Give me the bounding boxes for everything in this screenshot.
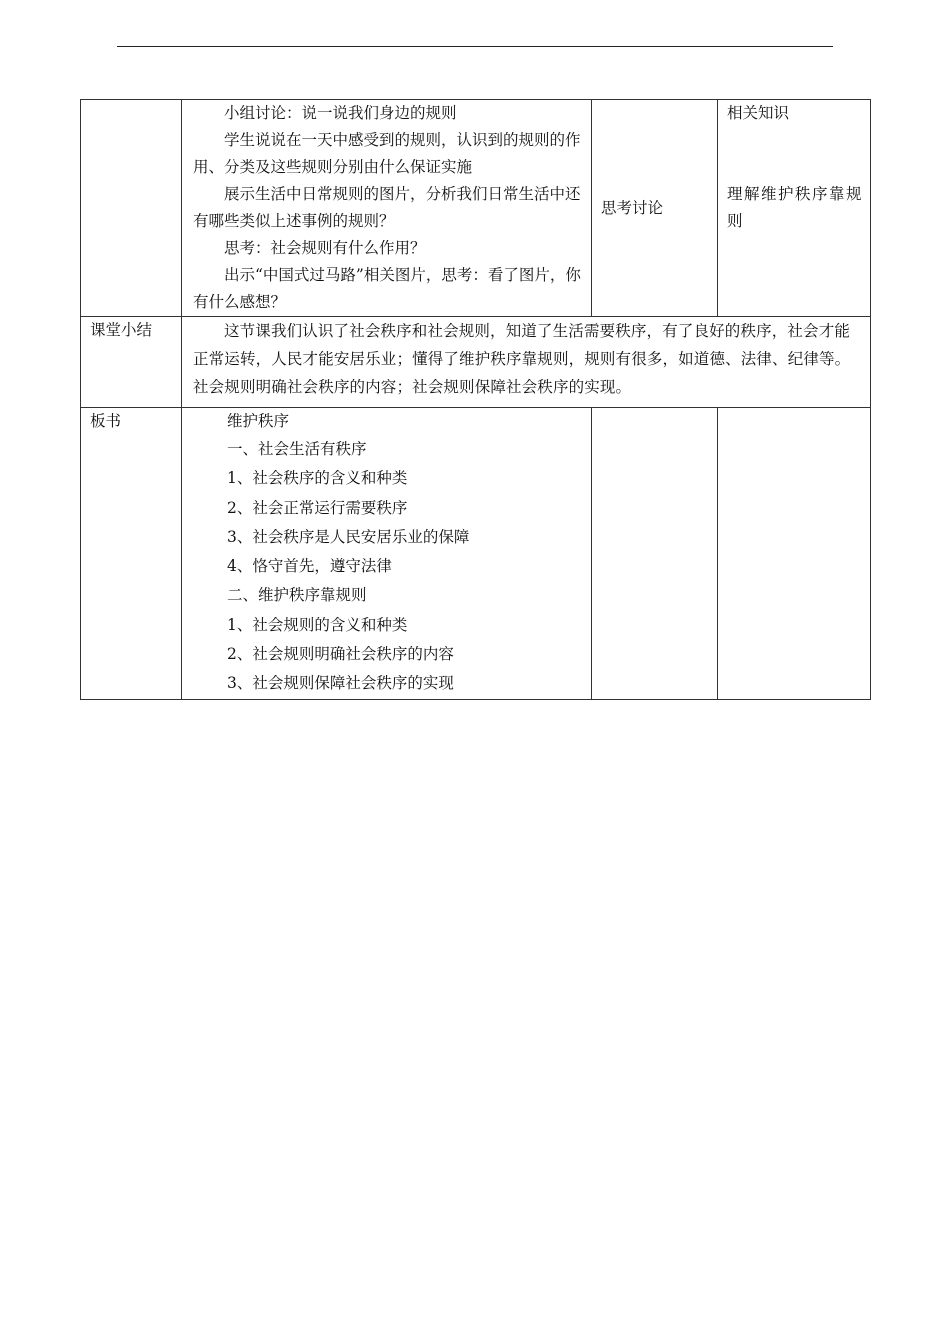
blackboard-line: 二、维护秩序靠规则 <box>227 586 367 605</box>
blackboard-line: 维护秩序 <box>227 412 290 430</box>
empty-cell <box>592 408 718 700</box>
content-line: 学生说说在一天中感受到的规则，认识到的规则的作用、分类及这些规则分别由什么保证实施 <box>193 131 581 176</box>
blackboard-line: 1、社会规则的含义和种类 <box>227 615 408 634</box>
header-rule <box>117 46 833 47</box>
content-line: 出示“中国式过马路”相关图片，思考：看了图片，你有什么感想？ <box>193 266 581 311</box>
table-row-summary <box>81 317 871 408</box>
intent-line: 相关知识 <box>727 104 790 122</box>
content-line: 思考：社会规则有什么作用？ <box>224 239 426 257</box>
blackboard-cell <box>182 408 592 700</box>
table-row-discussion <box>81 100 871 317</box>
table-row-blackboard <box>81 408 871 700</box>
blackboard-line: 2、社会规则明确社会秩序的内容 <box>227 645 454 664</box>
content-line: 展示生活中日常规则的图片，分析我们日常生活中还有哪些类似上述事例的规则？ <box>193 185 581 230</box>
blackboard-line: 2、社会正常运行需要秩序 <box>227 498 408 517</box>
blackboard-line: 4、恪守首先，遵守法律 <box>227 557 392 576</box>
blackboard-line: 3、社会规则保障社会秩序的实现 <box>227 674 454 693</box>
content-line: 小组讨论：说一说我们身边的规则 <box>224 104 457 122</box>
summary-text: 这节课我们认识了社会秩序和社会规则，知道了生活需要秩序，有了良好的秩序，社会才能正常运转，人民才能安居乐业；懂得了维护秩序靠规则，规则有很多，如道德、法律、纪律等。社会规则明确社会秩序的内容；社会规则保障社会秩序的实现。 <box>193 322 851 396</box>
row-label-summary: 课堂小结 <box>81 317 182 408</box>
design-intent-cell <box>718 100 871 317</box>
empty-cell <box>718 408 871 700</box>
lesson-plan-table <box>80 99 871 700</box>
blackboard-line: 一、社会生活有秩序 <box>227 440 367 458</box>
blackboard-line: 3、社会秩序是人民安居乐业的保障 <box>227 527 470 546</box>
row-label-blackboard: 板书 <box>81 408 182 700</box>
row-label-empty <box>81 100 182 317</box>
student-activity-cell: 思考讨论 <box>592 100 718 317</box>
intent-line: 理解维护秩序靠规则 <box>727 185 864 230</box>
teaching-content-cell <box>182 100 592 317</box>
summary-cell <box>182 317 871 408</box>
blackboard-line: 1、社会秩序的含义和种类 <box>227 469 408 488</box>
